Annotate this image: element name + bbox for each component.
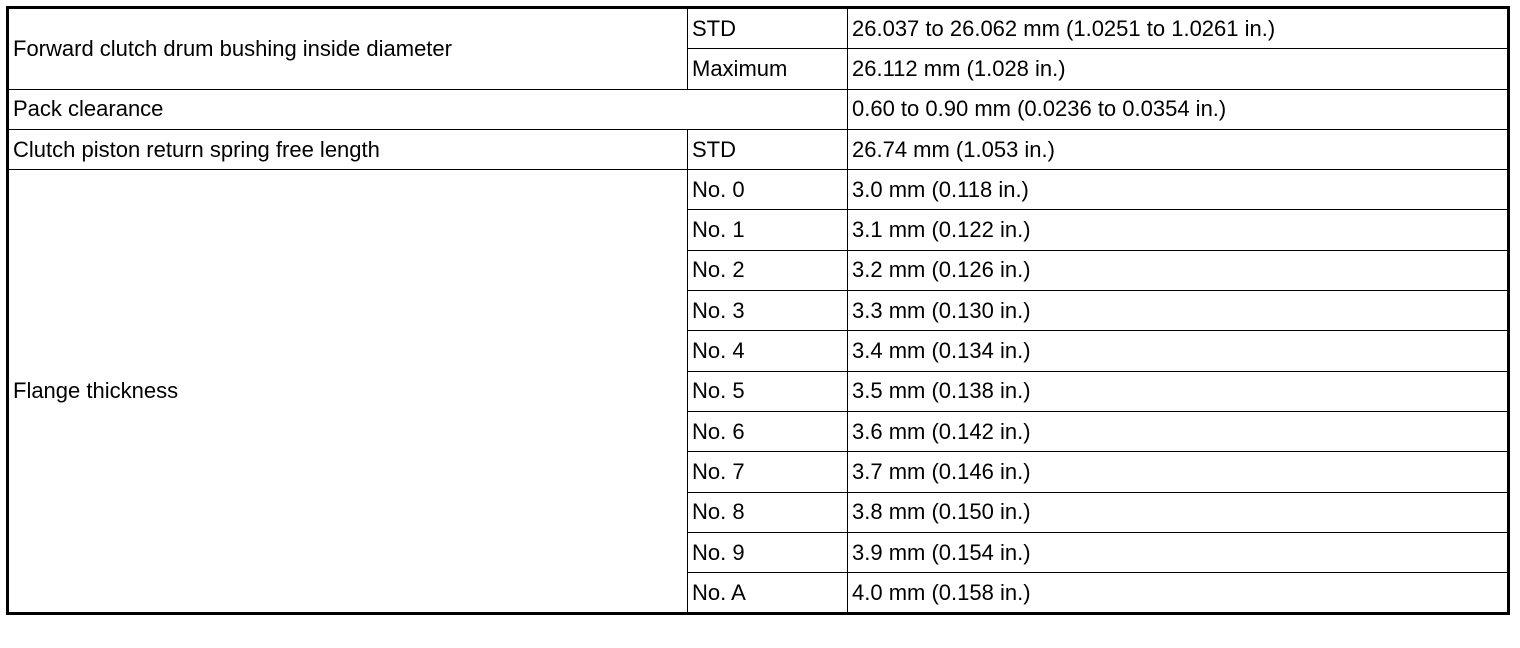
condition-cell: No. A — [688, 573, 848, 614]
item-cell: Forward clutch drum bushing inside diameter — [8, 8, 688, 90]
condition-cell: No. 9 — [688, 532, 848, 572]
value-cell: 3.1 mm (0.122 in.) — [848, 210, 1509, 250]
value-cell: 3.6 mm (0.142 in.) — [848, 411, 1509, 451]
value-cell: 3.4 mm (0.134 in.) — [848, 331, 1509, 371]
condition-cell: No. 2 — [688, 250, 848, 290]
table-row — [8, 129, 1509, 169]
condition-cell: Maximum — [688, 49, 848, 89]
value-cell: 3.3 mm (0.130 in.) — [848, 291, 1509, 331]
value-cell: 3.8 mm (0.150 in.) — [848, 492, 1509, 532]
value-cell: 26.112 mm (1.028 in.) — [848, 49, 1509, 89]
condition-cell: No. 3 — [688, 291, 848, 331]
value-cell: 0.60 to 0.90 mm (0.0236 to 0.0354 in.) — [848, 89, 1509, 129]
spec-table — [6, 6, 1510, 615]
condition-cell: No. 0 — [688, 170, 848, 210]
table-row — [8, 8, 1509, 49]
value-cell: 3.9 mm (0.154 in.) — [848, 532, 1509, 572]
value-cell: 26.74 mm (1.053 in.) — [848, 129, 1509, 169]
value-cell: 3.5 mm (0.138 in.) — [848, 371, 1509, 411]
value-cell: 26.037 to 26.062 mm (1.0251 to 1.0261 in.) — [848, 8, 1509, 49]
condition-cell: No. 1 — [688, 210, 848, 250]
item-cell: Pack clearance — [8, 89, 848, 129]
table-row — [8, 89, 1509, 129]
table-row — [8, 170, 1509, 210]
condition-cell: No. 4 — [688, 331, 848, 371]
value-cell: 3.2 mm (0.126 in.) — [848, 250, 1509, 290]
item-cell: Clutch piston return spring free length — [8, 129, 688, 169]
condition-cell: No. 8 — [688, 492, 848, 532]
condition-cell: No. 7 — [688, 452, 848, 492]
condition-cell: No. 5 — [688, 371, 848, 411]
condition-cell: STD — [688, 129, 848, 169]
condition-cell: STD — [688, 8, 848, 49]
value-cell: 4.0 mm (0.158 in.) — [848, 573, 1509, 614]
item-cell: Flange thickness — [8, 170, 688, 614]
value-cell: 3.0 mm (0.118 in.) — [848, 170, 1509, 210]
condition-cell: No. 6 — [688, 411, 848, 451]
value-cell: 3.7 mm (0.146 in.) — [848, 452, 1509, 492]
